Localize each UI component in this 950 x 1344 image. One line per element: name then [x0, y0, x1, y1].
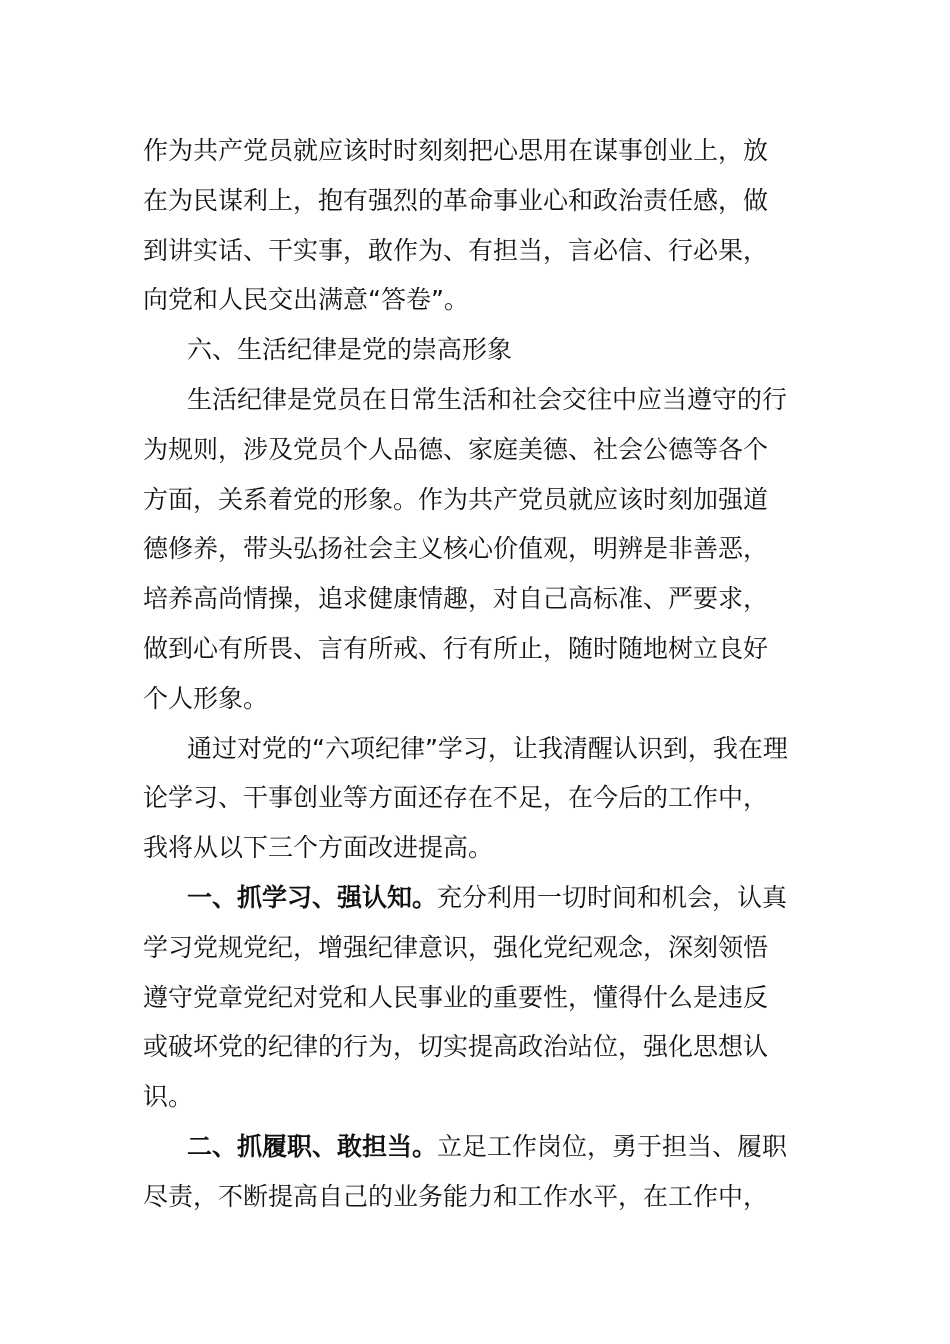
- text-line: 识。: [143, 1082, 194, 1112]
- text-line: 尽责，不断提高自己的业务能力和工作水平，在工作中，: [143, 1181, 769, 1211]
- text-line: 在为民谋利上，抱有强烈的革命事业心和政治责任感，做: [143, 185, 769, 215]
- text-line: 向党和人民交出满意“答卷”。: [143, 285, 469, 315]
- text-line: 培养高尚情操，追求健康情趣，对自己高标准、严要求，: [143, 584, 769, 614]
- text-line: 为规则，涉及党员个人品德、家庭美德、社会公德等各个: [143, 434, 769, 464]
- text-line: [143, 1122, 805, 1172]
- text-line: 做到心有所畏、言有所戒、行有所止，随时随地树立良好: [143, 633, 769, 663]
- text-line: 学习党规党纪，增强纪律意识，强化党纪观念，深刻领悟: [143, 932, 769, 962]
- text-line: 作为共产党员就应该时时刻刻把心思用在谋事创业上，放: [143, 136, 769, 165]
- section-heading: 六、生活纪律是党的崇高形象: [187, 335, 513, 365]
- text-line: 遵守党章党纪对党和人民事业的重要性，懂得什么是违反: [143, 982, 769, 1012]
- text-line: 到讲实话、干实事，敢作为、有担当，言必信、行必果，: [143, 235, 769, 265]
- bold-lead-in: 一、抓学习、强认知。: [187, 882, 438, 912]
- text-line: 或破坏党的纪律的行为，切实提高政治站位，强化思想认: [143, 1032, 769, 1062]
- line-remainder: 立足工作岗位，勇于担当、履职: [437, 1131, 788, 1161]
- text-line: [143, 873, 805, 923]
- text-line: 方面，关系着党的形象。作为共产党员就应该时刻加强道: [143, 484, 769, 514]
- text-line: 生活纪律是党员在日常生活和社会交往中应当遵守的行: [187, 384, 788, 414]
- bold-lead-in: 二、抓履职、敢担当。: [187, 1131, 438, 1161]
- line-remainder: 充分利用一切时间和机会，认真: [437, 882, 788, 912]
- text-line: 个人形象。: [143, 683, 269, 713]
- text-line: 通过对党的“六项纪律”学习，让我清醒认识到，我在理: [187, 733, 788, 763]
- text-line: 德修养，带头弘扬社会主义核心价值观，明辨是非善恶，: [143, 534, 769, 564]
- document-body: [143, 126, 805, 1222]
- text-line: 论学习、干事创业等方面还存在不足，在今后的工作中，: [143, 783, 769, 813]
- text-line: 我将从以下三个方面改进提高。: [143, 833, 494, 863]
